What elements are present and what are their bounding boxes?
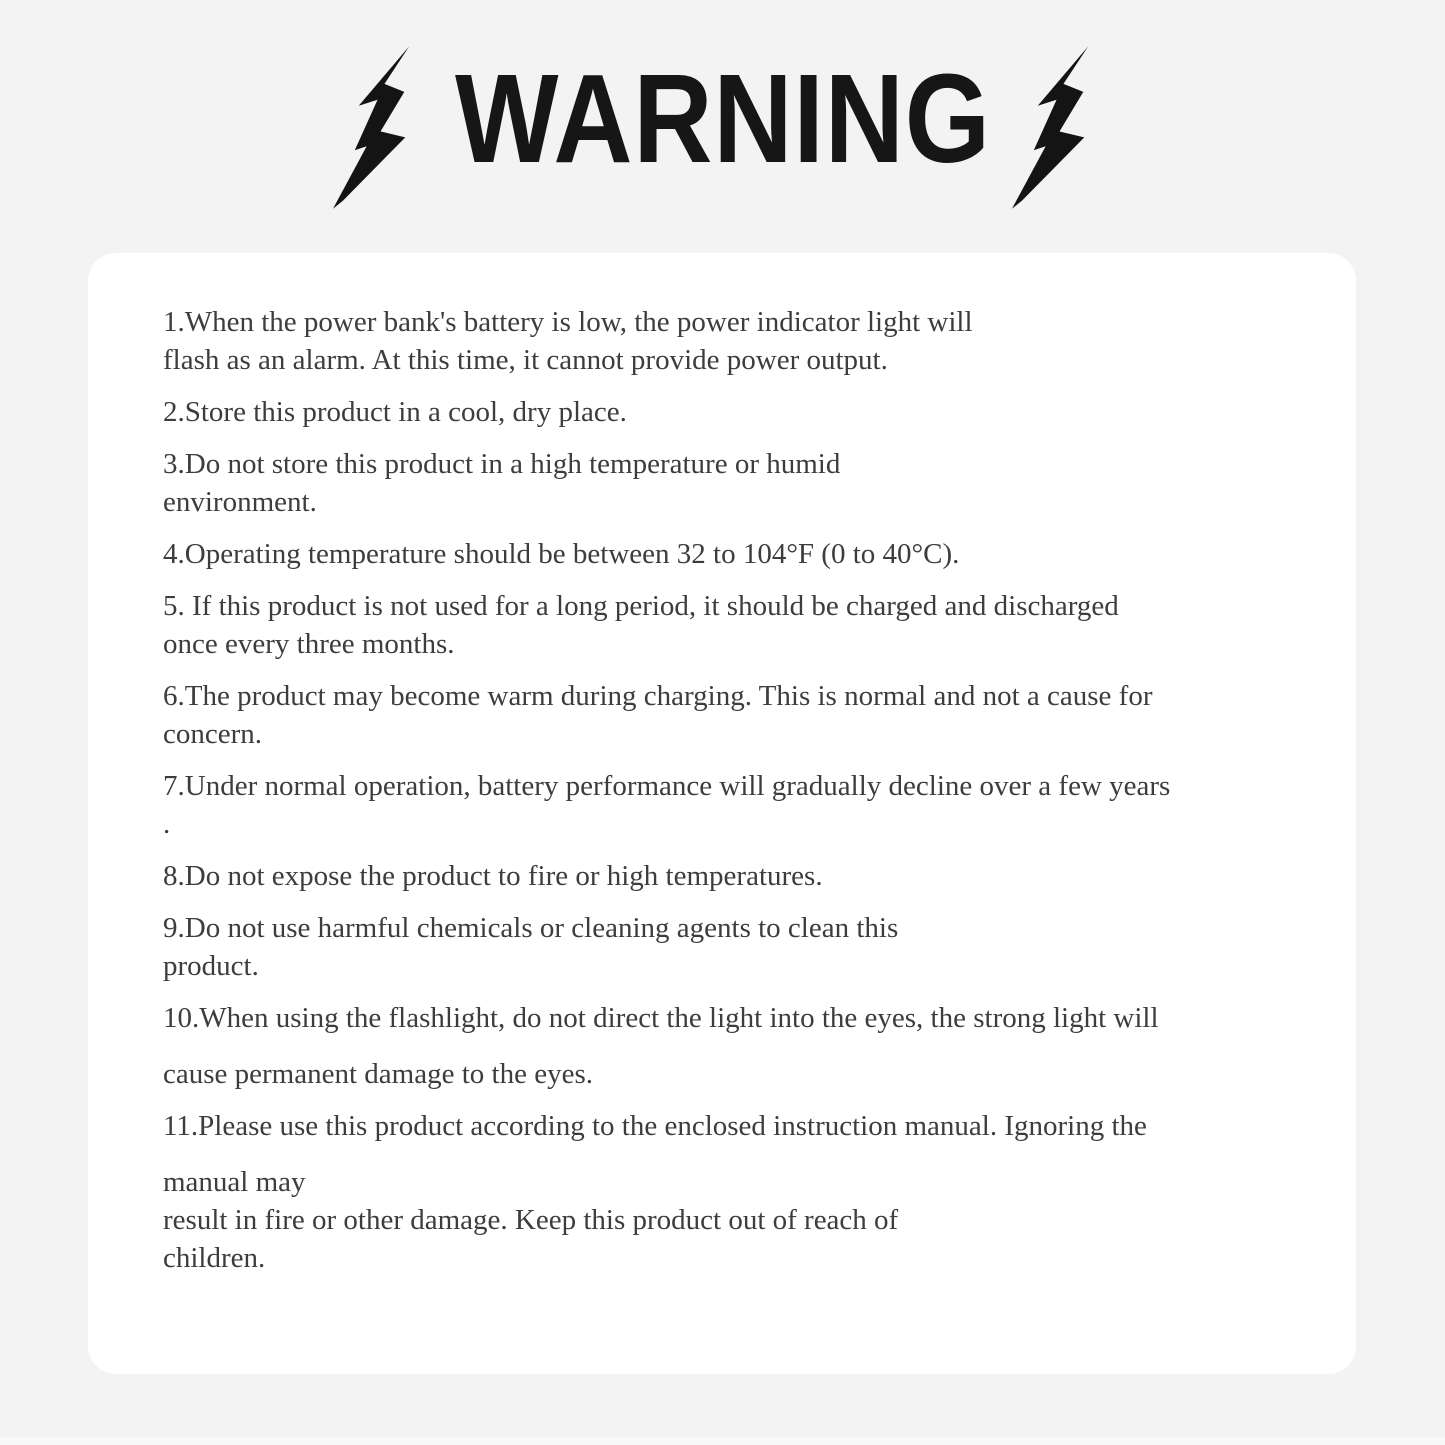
warning-line: 5. If this product is not used for a long period, it should be charged and discharged xyxy=(163,590,1119,622)
warning-list xyxy=(163,303,1346,1277)
lightning-bolt-icon xyxy=(1010,34,1114,218)
warning-line: result in fire or other damage. Keep this product out of reach of xyxy=(163,1204,899,1236)
warning-header xyxy=(0,26,1445,226)
warning-item xyxy=(163,393,1346,431)
warning-line: concern. xyxy=(163,718,263,750)
warning-line: 8.Do not expose the product to fire or high temperatures. xyxy=(163,860,823,892)
warning-item xyxy=(163,445,1346,521)
warning-item xyxy=(163,767,1346,843)
warning-line: children. xyxy=(163,1242,266,1274)
warning-line: 1.When the power bank's battery is low, the power indicator light will xyxy=(163,306,973,338)
warning-item xyxy=(163,999,1346,1093)
page-title: WARNING xyxy=(454,48,991,189)
bottom-edge-strip xyxy=(0,1437,1445,1445)
warning-line: . xyxy=(163,808,171,840)
warning-line: 7.Under normal operation, battery performance will gradually decline over a few years xyxy=(163,770,1171,802)
lightning-bolt-icon xyxy=(331,34,435,218)
warning-line: environment. xyxy=(163,486,317,518)
warning-item xyxy=(163,535,1346,573)
warning-item xyxy=(163,587,1346,663)
warning-line: once every three months. xyxy=(163,628,455,660)
warning-item xyxy=(163,1107,1346,1277)
warning-item xyxy=(163,857,1346,895)
warning-line: product. xyxy=(163,950,259,982)
warning-line: 10.When using the flashlight, do not direct the light into the eyes, the strong light will xyxy=(163,1002,1159,1034)
warning-line: 2.Store this product in a cool, dry place. xyxy=(163,396,627,428)
warning-line: 11.Please use this product according to the enclosed instruction manual. Ignoring the xyxy=(163,1110,1147,1142)
warning-line: cause permanent damage to the eyes. xyxy=(163,1058,593,1090)
warning-line: 9.Do not use harmful chemicals or cleaning agents to clean this xyxy=(163,912,899,944)
warning-item xyxy=(163,909,1346,985)
warning-line: 4.Operating temperature should be between 32 to 104°F (0 to 40°C). xyxy=(163,538,960,570)
warning-line: 6.The product may become warm during charging. This is normal and not a cause for xyxy=(163,680,1153,712)
warning-line: manual may xyxy=(163,1166,306,1198)
warning-item xyxy=(163,677,1346,753)
warning-line: flash as an alarm. At this time, it cannot provide power output. xyxy=(163,344,888,376)
warning-card xyxy=(88,253,1356,1374)
warning-line: 3.Do not store this product in a high temperature or humid xyxy=(163,448,841,480)
warning-item xyxy=(163,303,1346,379)
